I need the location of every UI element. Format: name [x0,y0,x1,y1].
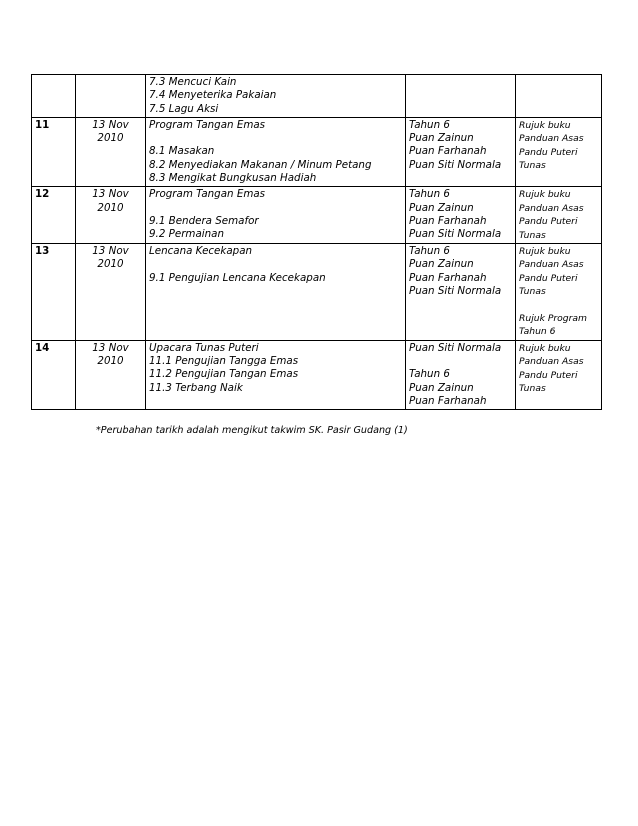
activity-cell [146,340,406,409]
session-number: 14 [32,340,76,409]
session-date-line: 2010 [97,201,124,214]
activity-cell-line [149,258,402,271]
person-in-charge [406,187,516,244]
activity-cell-line: 8.1 Masakan [149,145,215,158]
session-date-line: 2010 [97,355,124,368]
activity-cell-line: 8.2 Menyediakan Makanan / Minum Petang [149,158,372,171]
reference-cell-line: Pandu Puteri [519,369,578,381]
reference-cell-line: Panduan Asas [519,356,584,368]
reference-cell-line: Rujuk buku [519,246,571,257]
person-in-charge-line: Puan Farhanah [409,395,487,408]
person-in-charge-line [409,355,512,368]
person-in-charge-line: Puan Siti Normala [409,341,502,354]
person-in-charge-line: Puan Zainun [409,201,474,214]
session-date [76,75,146,118]
session-number [32,75,76,118]
reference-cell-line: Rujuk buku [519,342,571,354]
activity-cell-line: 7.5 Lagu Aksi [149,102,219,115]
session-date-line: 13 Nov [92,118,129,131]
session-date [76,117,146,186]
session-date-line: 2010 [97,258,124,271]
reference-cell-line: Tunas [519,229,546,241]
schedule-body [32,75,602,410]
person-in-charge-line: Tahun 6 [409,188,450,201]
person-in-charge-line: Puan Farhanah [409,145,487,158]
session-date-line: 13 Nov [92,245,129,257]
activity-cell-line: Program Tangan Emas [149,118,266,131]
reference-cell-line: Tunas [519,286,546,298]
person-in-charge [406,244,516,341]
person-in-charge-line: Tahun 6 [409,118,450,131]
table-row [32,117,602,186]
reference-cell [516,244,602,341]
reference-cell-line: Panduan Asas [519,259,584,271]
reference-cell-line: Panduan Asas [519,133,584,145]
session-number: 11 [32,117,76,186]
session-number: 13 [32,244,76,341]
footnote: *Perubahan tarikh adalah mengikut takwim SK. Pasir Gudang (1) [96,425,408,436]
reference-cell [516,117,602,186]
person-in-charge [406,340,516,409]
person-in-charge-line: Puan Farhanah [409,271,487,284]
person-in-charge-line: Puan Zainun [409,381,474,394]
reference-cell-line [519,299,598,312]
person-in-charge-line: Puan Siti Normala [409,284,502,297]
person-in-charge-line: Puan Zainun [409,132,474,145]
session-date-line: 2010 [97,132,124,145]
reference-cell-line: Tahun 6 [519,326,556,338]
session-number: 12 [32,187,76,244]
person-in-charge-line: Tahun 6 [409,245,450,257]
reference-cell-line: Rujuk buku [519,119,571,131]
activity-cell-line: 9.2 Permainan [149,228,224,241]
activity-cell-line: 9.1 Bendera Semafor [149,214,259,227]
reference-cell-line: Pandu Puteri [519,272,578,284]
activity-cell [146,75,406,118]
reference-cell-line: Pandu Puteri [519,216,578,228]
activity-cell-line: 11.1 Pengujian Tangga Emas [149,355,299,368]
table-row [32,75,602,118]
reference-cell [516,75,602,118]
reference-cell-line: Rujuk buku [519,189,571,201]
activity-cell-line [149,202,402,215]
activity-cell-line: 8.3 Mengikat Bungkusan Hadiah [149,172,317,185]
table-row [32,340,602,409]
session-date-line: 13 Nov [92,188,129,201]
reference-cell-line: Pandu Puteri [519,146,578,158]
person-in-charge-line: Puan Zainun [409,258,474,271]
person-in-charge [406,117,516,186]
activity-cell-line: 11.3 Terbang Naik [149,381,243,394]
activity-cell-line: Upacara Tunas Puteri [149,341,259,354]
reference-cell [516,187,602,244]
reference-cell-line: Tunas [519,160,546,172]
activity-cell-line: 11.2 Pengujian Tangan Emas [149,368,299,381]
activity-cell-line: 7.3 Mencuci Kain [149,76,237,88]
person-in-charge-line: Puan Farhanah [409,214,487,227]
activity-cell [146,187,406,244]
person-in-charge-line: Puan Siti Normala [409,158,502,171]
activity-cell-line: Lencana Kecekapan [149,245,253,257]
person-in-charge [406,75,516,118]
activity-cell-line: Program Tangan Emas [149,188,266,201]
session-date [76,340,146,409]
activity-cell [146,244,406,341]
activity-cell-line: 7.4 Menyeterika Pakaian [149,89,277,102]
table-row [32,187,602,244]
reference-cell [516,340,602,409]
person-in-charge-line: Puan Siti Normala [409,228,502,241]
activity-cell-line [149,132,402,145]
reference-cell-line: Tunas [519,383,546,395]
activity-cell [146,117,406,186]
person-in-charge-line: Tahun 6 [409,368,450,381]
table-row [32,244,602,341]
reference-cell-line: Panduan Asas [519,202,584,214]
schedule-table [31,74,602,410]
session-date [76,187,146,244]
session-date-line: 13 Nov [92,341,129,354]
session-date [76,244,146,341]
activity-cell-line: 9.1 Pengujian Lencana Kecekapan [149,271,326,284]
reference-cell-line: Rujuk Program [519,313,587,325]
